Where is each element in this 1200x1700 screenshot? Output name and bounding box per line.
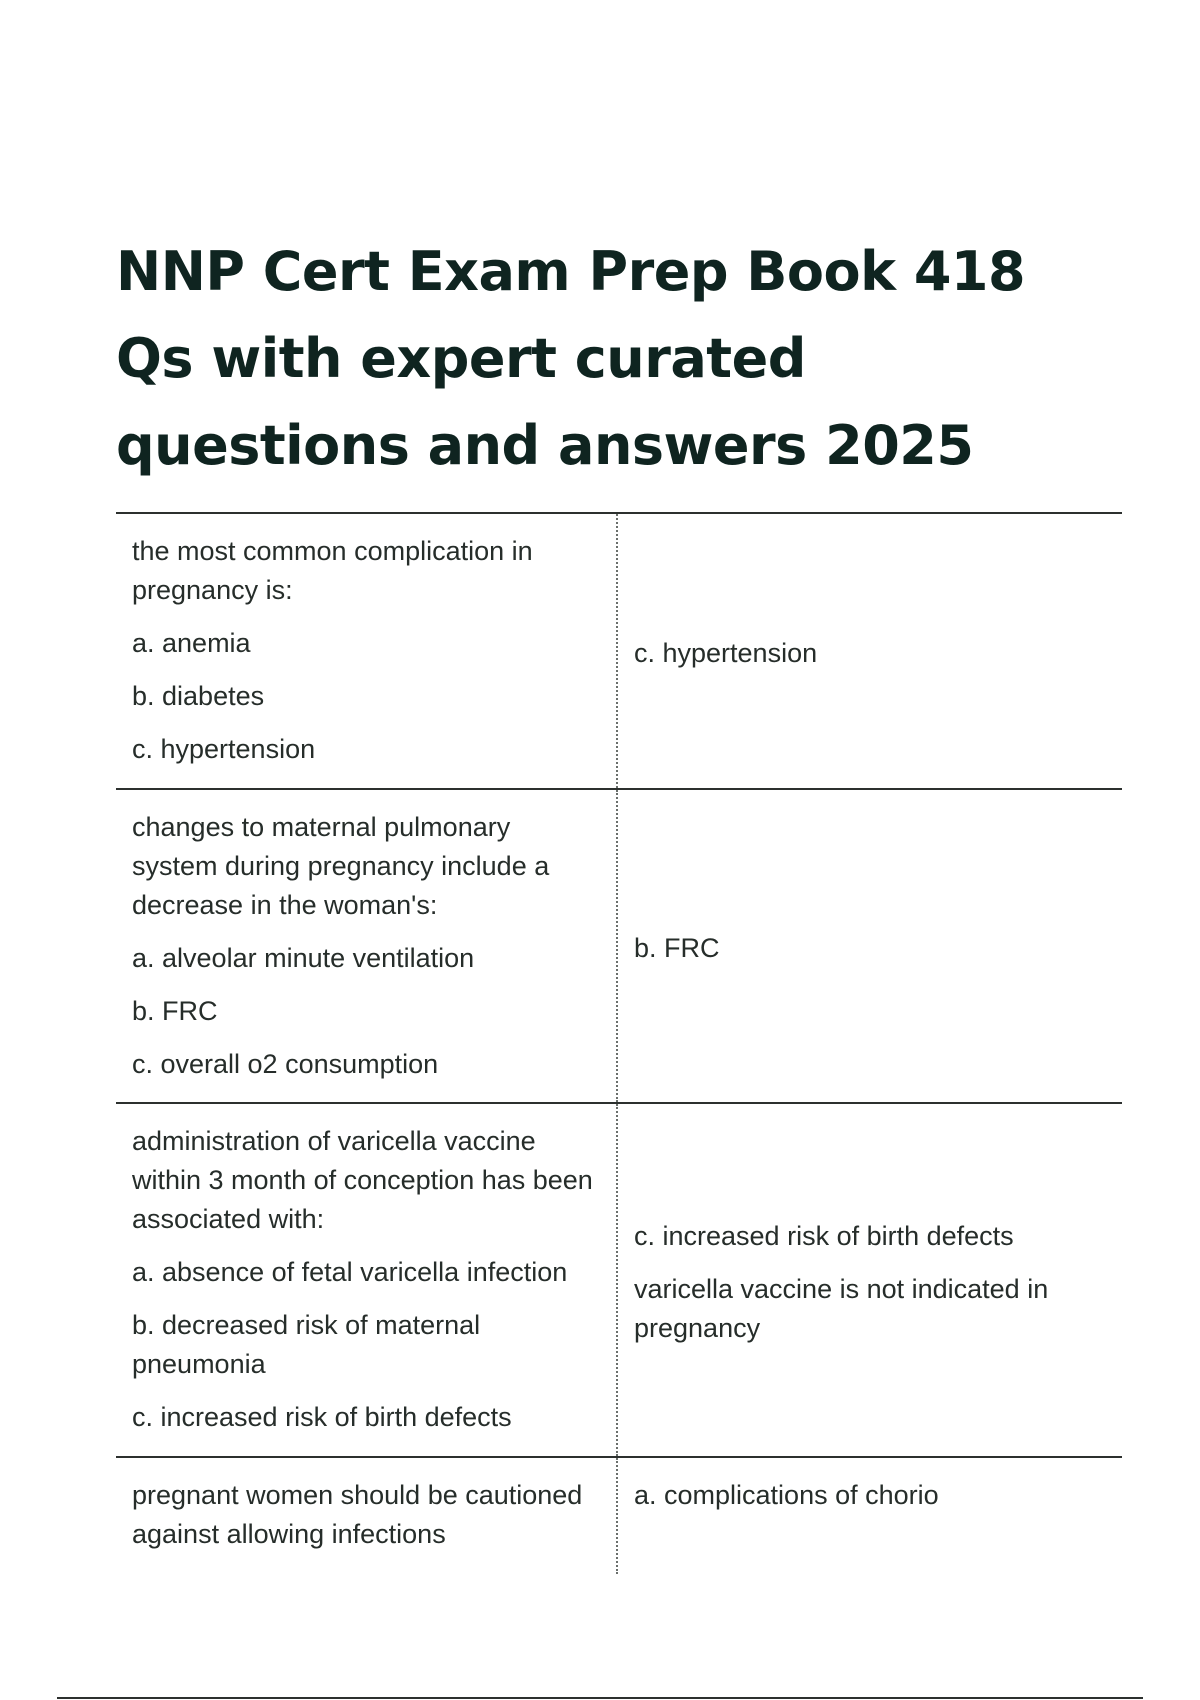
qa-table — [116, 512, 1122, 1574]
answer-text: a. complications of chorio — [634, 1480, 939, 1510]
option-a: a. absence of fetal varicella infection — [132, 1257, 568, 1287]
option-b: b. diabetes — [132, 681, 265, 711]
option-a: a. anemia — [132, 628, 251, 658]
answer-cell — [618, 1458, 1122, 1574]
question-cell — [116, 790, 618, 1102]
option-a: a. alveolar minute ventilation — [132, 943, 475, 973]
question-text: changes to maternal pulmonary system during pregnancy include a decrease in the woman's: — [132, 812, 550, 920]
table-row — [116, 790, 1122, 1104]
answer-text: c. hypertension — [634, 637, 818, 668]
option-c: c. increased risk of birth defects — [132, 1402, 512, 1432]
question-text: the most common complication in pregnancy is: — [132, 536, 533, 605]
question-cell — [116, 514, 618, 788]
answer-note: varicella vaccine is not indicated in pregnancy — [634, 1273, 1049, 1343]
option-b: b. FRC — [132, 996, 218, 1026]
question-text: administration of varicella vaccine within 3 month of conception has been associated with: — [132, 1126, 593, 1234]
question-text: pregnant women should be cautioned against allowing infections — [132, 1480, 583, 1549]
answer-cell — [618, 790, 1122, 1102]
answer-cell — [618, 1104, 1122, 1456]
question-cell — [116, 1104, 618, 1456]
question-cell — [116, 1458, 618, 1574]
option-b: b. decreased risk of maternal pneumonia — [132, 1310, 481, 1379]
answer-cell — [618, 514, 1122, 788]
answer-text: b. FRC — [634, 932, 720, 963]
answer-text: c. increased risk of birth defects — [634, 1220, 1014, 1251]
footer-divider — [57, 1697, 1143, 1699]
table-row — [116, 514, 1122, 790]
page-title: NNP Cert Exam Prep Book 418 Qs with expert curated questions and answers 2025 — [116, 240, 1026, 477]
table-row — [116, 1104, 1122, 1458]
option-c: c. hypertension — [132, 734, 316, 764]
option-c: c. overall o2 consumption — [132, 1049, 439, 1079]
table-row — [116, 1458, 1122, 1574]
